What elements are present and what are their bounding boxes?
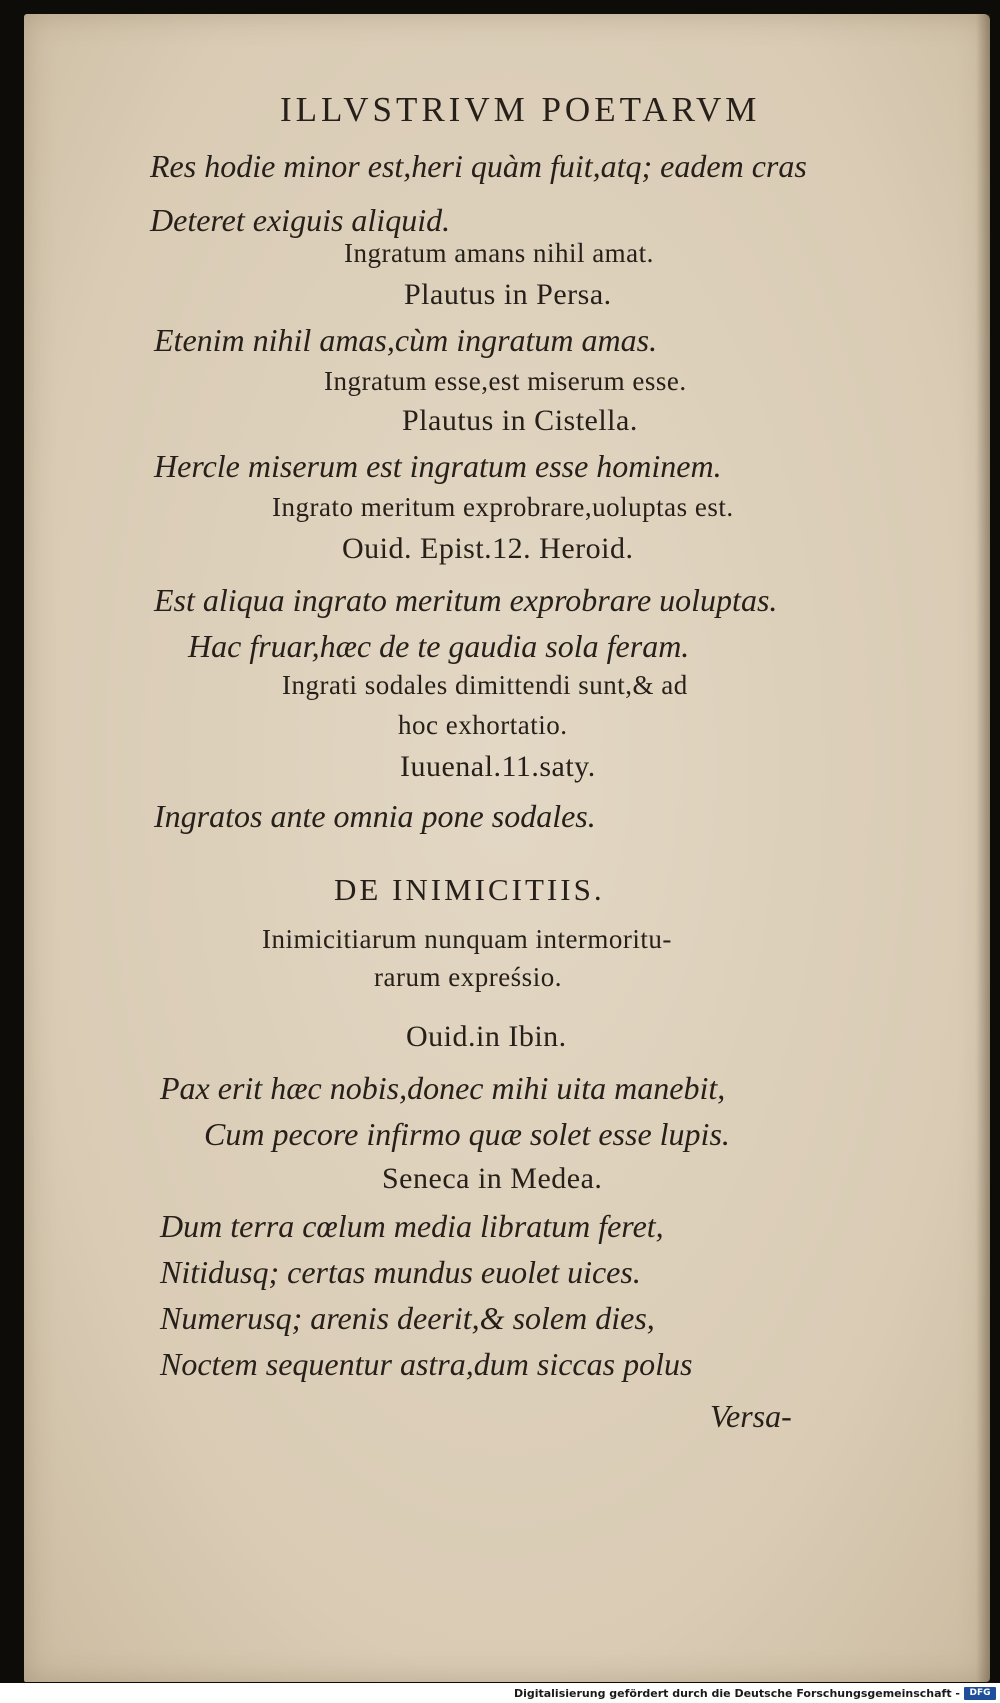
funding-credit: Digitalisierung gefördert durch die Deutsche Forschungsgemeinschaft - [513,1687,960,1700]
catchword: Versa- [710,1398,792,1434]
verse-line: Hercle miserum est ingratum esse hominem. [154,448,722,484]
topic-line: Ingrato meritum exprobrare,uoluptas est. [272,492,734,522]
verse-line: Res hodie minor est,heri quàm fuit,atq; eadem cras [150,148,807,184]
topic-line: Ingratum esse,est miserum esse. [324,366,687,396]
digitization-footer [0,1683,1000,1703]
verse-line: Noctem sequentur astra,dum siccas polus [160,1346,693,1382]
verse-line: Pax erit hæc nobis,donec mihi uita manebit, [160,1070,726,1106]
running-head: ILLVSTRIVM POETARVM [280,90,761,129]
verse-line: Numerusq; arenis deerit,& solem dies, [160,1300,655,1336]
source-heading: Seneca in Medea. [382,1162,603,1195]
topic-line: rarum expreśsio. [374,962,562,992]
topic-line: Ingrati sodales dimittendi sunt,& ad [282,670,688,700]
source-heading: Ouid.in Ibin. [406,1020,567,1053]
source-heading: Iuuenal.11.saty. [400,750,596,783]
page-edge-shadow [976,14,990,1682]
source-heading: Plautus in Cistella. [402,404,638,437]
verse-line: Etenim nihil amas,cùm ingratum amas. [154,322,658,358]
topic-line: hoc exhortatio. [398,710,568,740]
topic-line: Ingratum amans nihil amat. [344,238,654,268]
dfg-logo: DFG [964,1687,996,1700]
verse-line: Deteret exiguis aliquid. [150,202,451,238]
source-heading: Plautus in Persa. [404,278,612,311]
topic-line: Inimicitiarum nunquam intermoritu- [262,924,672,954]
section-heading: DE INIMICITIIS. [334,872,605,907]
verse-line: Ingratos ante omnia pone sodales. [154,798,596,834]
verse-line: Nitidusq; certas mundus euolet uices. [160,1254,641,1290]
verse-line: Dum terra cœlum media libratum feret, [160,1208,664,1244]
source-heading: Ouid. Epist.12. Heroid. [342,532,634,565]
verse-line: Est aliqua ingrato meritum exprobrare uoluptas. [154,582,778,618]
verse-line: Cum pecore infirmo quæ solet esse lupis. [204,1116,730,1152]
book-page [24,14,990,1682]
verse-line: Hac fruar,hæc de te gaudia sola feram. [188,628,690,664]
